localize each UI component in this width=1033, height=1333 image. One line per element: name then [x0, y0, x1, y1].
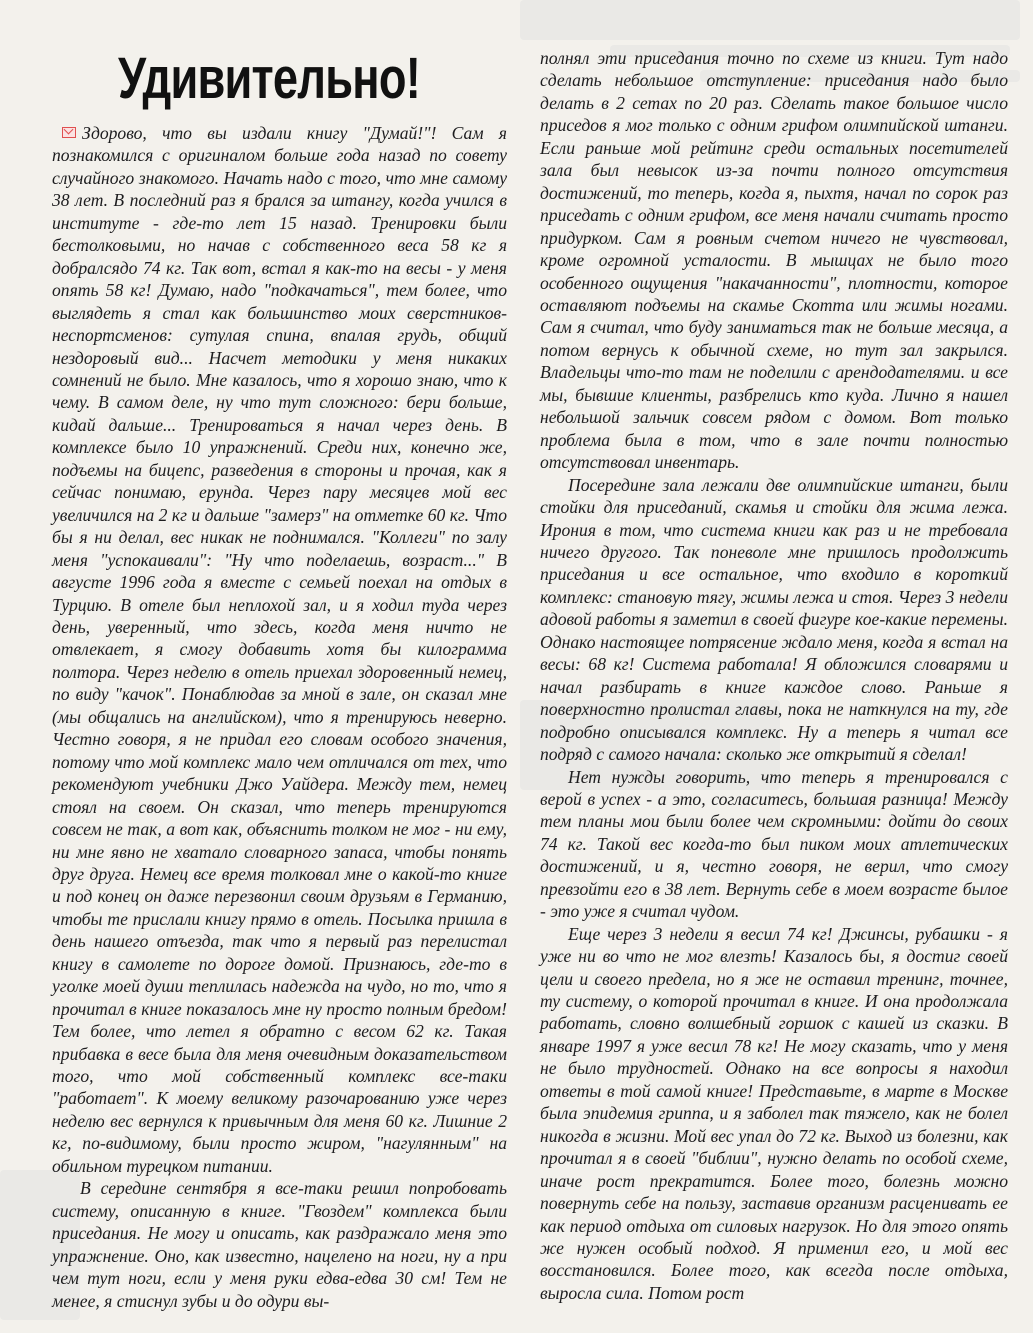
envelope-icon	[62, 127, 76, 138]
paragraph: Посередине зала лежали две олимпийские штанги, были стойки для приседаний, скамья и стойки для жима лежа. Ирония в том, что система книги как раз и не требовала ничего другого. Так поневоле мне пришлось продолжить приседания и все остальное, что входило в короткий комплекс: становую тягу, жимы лежа и стоя. Через 3 недели адовой работы я заметил в своей фигуре кое-какие перемены. Однако настоящее потрясение ждало меня, когда я встал на весы: 68 кг! Система работала! Я обложился словарями и начал разбирать в книге каждое слово. Раньше я поверхностно пролистал главы, пока не наткнулся на ту, где подробно описывался комплекс. Ну а теперь я читал все подряд с самого начала: сколько же открытий я сделал!	[540, 474, 1008, 765]
article-title: Удивительно!	[118, 46, 420, 111]
paragraph: полнял эти приседания точно по схеме из книги. Тут надо сделать небольшое отступление: приседания надо было делать в 2 сетах по 20 раз. Сделать такое большое число приседов я мог только с одним грифом олимпийской штанги. Если раньше мой рейтинг среди остальных посетителей зала был невысок из-за почти полного отсутствия достижений, то теперь, когда я, пыхтя, начал по сорок раз приседать с одним грифом, все меня начали считать просто придурком. Сам я ровным счетом ничего не чувствовал, кроме огромной усталости. В мышцах не было того особенного ощущения "накачанности", плотности, которое оставляют подъемы на скамье Скотта или жимы ногами. Сам я считал, что буду заниматься так не больше месяца, а потом вернусь к обычной схеме, но тут зал закрылся. Владельцы что-то там не поделили с арендодателями. и все мы, бывшие клиенты, разбрелись кто куда. Лично я нашел небольшой зальчик совсем рядом с домом. Вот только проблема была в том, что в зале почти полностью отсутствовал инвентарь.	[540, 48, 1008, 473]
article-left-column	[52, 122, 507, 1312]
paragraph: В середине сентября я все-таки решил попробовать систему, описанную в книге. "Гвоздем" комплекса были приседания. Не могу и описать, как раздражало меня это упражнение. Оно, как известно, нацелено на ноги, ну а при чем тут ноги, если у меня руки едва-едва 30 см! Тем не менее, я стиснул зубы и до одури вы-	[52, 1178, 507, 1311]
paragraph-text: Здорово, что вы издали книгу "Думай!"! Сам я познакомился с оригиналом больше года назад по совету случайного знакомого. Начать надо с того, что мне самому 38 лет. В последний раз я брался за штангу, когда учился в институте - где-то лет 15 назад. Тренировки были бестолковыми, но начав с собственного веса 58 кг я добралсядо 74 кг. Так вот, встал я как-то на весы - у меня опять 58 кг! Думаю, надо "подкачаться", тем более, что выглядеть я стал как большинство моих сверстников-неспортсменов: сутулая спина, впалая грудь, общий нездоровый вид... Насчет методики у меня никаких сомнений не было. Мне казалось, что я хорошо знаю, что к чему. В самом деле, ну что тут сложного: бери больше, кидай дальше... Тренироваться я начал через день. В комплексе было 10 упражнений. Среди них, конечно же, подъемы на бицепс, разведения в стороны и прочая, как я сейчас понимаю, ерунда. Через пару месяцев мой вес увеличился на 2 кг и дальше "замерз" на отметке 60 кг. Что бы я ни делал, вес никак не поднимался. "Коллеги" по залу меня "успокаивали": "Ну что поделаешь, возраст..." В августе 1996 года я вместе с семьей поехал на отдых в Турцию. В отеле был неплохой зал, и я ходил туда через день, уверенный, что здесь, когда меня ничто не отвлекает, я смогу добавить хотя бы килограмма полтора. Через неделю в отель приехал здоровенный немец, по виду "качок". Понаблюдав за мной в зале, он сказал мне (мы общались на английском), что я тренируюсь неверно. Честно говоря, я не придал его словам особого значения, потому что мой комплекс мало чем отличался от тех, что рекомендуют учебники Джо Уайдера. Между тем, немец стоял на своем. Он сказал, что теперь тренируются совсем не так, а вот как, объяснить толком не мог - ни ему, ни мне явно не хватало словарного запаса, чтобы понять друг друга. Немец все время толковал мне о какой-то книге и под конец он даже перезвонил своим друзьям в Германию, чтобы те прислали книгу прямо в отель. Посылка пришла в день нашего отъезда, так что я первый раз перелистал книгу в самолете по дороге домой. Признаюсь, где-то в уголке моей души теплилась надежда на чудо, но то, что я прочитал в книге показалось мне ну просто полным бредом! Тем более, что летел я обратно с весом 62 кг. Такая прибавка в весе была для меня очевидным доказательством того, что мой собственный комплекс все-таки "работает". К моему великому разочарованию уже через неделю вес вернулся к привычным для меня 60 кг. Лишние 2 кг, по-видимому, были просто жиром, "нагулянным" на обильном турецком питании.	[52, 123, 507, 1176]
paragraph	[52, 122, 507, 1177]
paragraph: Нет нужды говорить, что теперь я тренировался с верой в успех - а это, согласитесь, большая разница! Между тем планы мои были более чем скромными: дойти до своих 74 кг. Такой вес когда-то был пиком моих атлетических достижений, и я, честно говоря, не верил, что смогу превзойти его в 38 лет. Вернуть себе в моем возрасте былое - это уже я считал чудом.	[540, 766, 1008, 922]
show-through-block	[520, 0, 1020, 40]
article-right-column	[540, 47, 1008, 1304]
paragraph: Еще через 3 недели я весил 74 кг! Джинсы, рубашки - я уже ни во что не мог влезть! Казалось бы, я достиг своей цели и своего предела, но я же не оставил тренинг, точнее, ту систему, о которой прочитал в книге. И она продолжала работать, словно волшебный горшок с кашей из сказки. В январе 1997 я уже весил 78 кг! Не могу сказать, что у меня не было трудностей. Однако на все вопросы я находил ответы в той самой книге! Представьте, в марте в Москве была эпидемия гриппа, и я заболел так тяжело, как не болел никогда в жизни. Мой вес упал до 72 кг. Выход из болезни, как прочитал я в своей "библии", нужно делать по особой схеме, иначе рост прекратится. Более того, болезнь можно повернуть себе на пользу, заставив организм расценивать ее как период отдыха от силовых нагрузок. Но для этого опять же нужен особый подход. Я применил его, и мой вес восстановился. Более того, как всегда после отдыха, выросла сила. Потом рост	[540, 923, 1008, 1303]
